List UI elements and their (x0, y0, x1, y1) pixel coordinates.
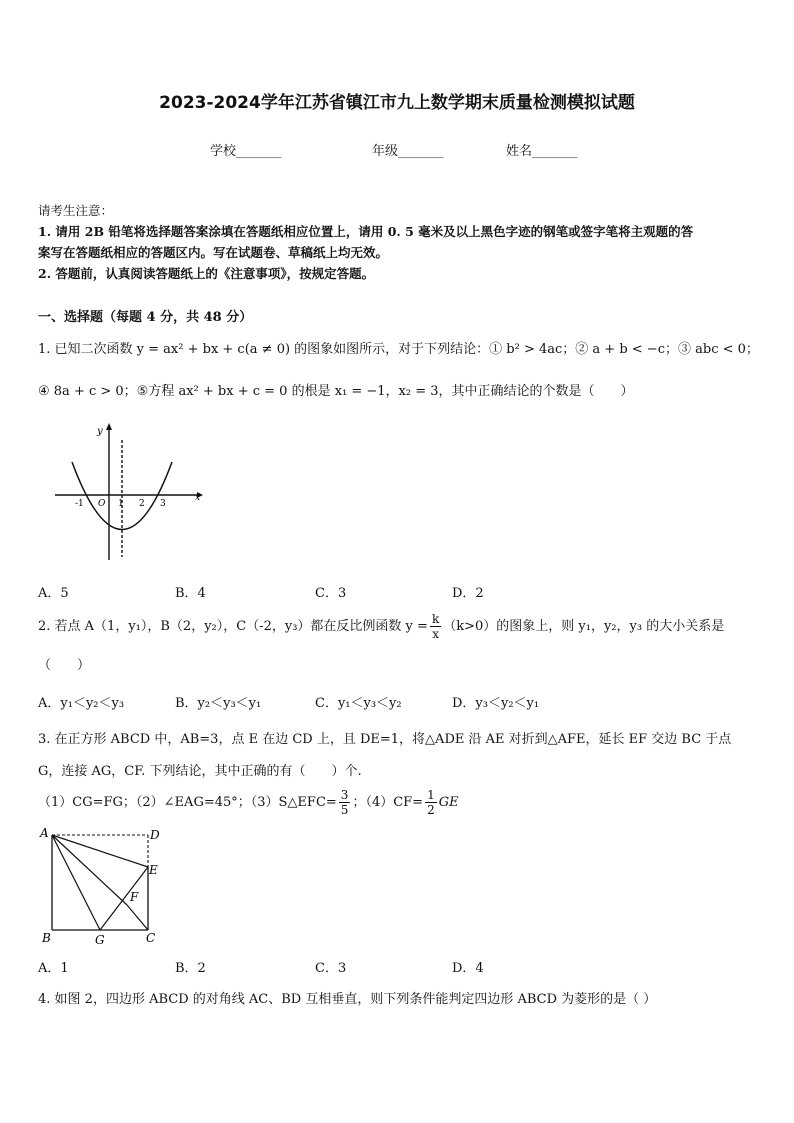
q2-option-b[interactable]: B．y₂＜y₃＜y₁ (175, 696, 262, 711)
page-title: 2023-2024学年江苏省镇江市九上数学期末质量检测模拟试题 (159, 93, 635, 113)
tick-label-1: 1 (118, 499, 124, 509)
tick-label-2: 2 (139, 499, 145, 509)
q2-stem-line1 (38, 612, 724, 641)
school-field[interactable]: 学校_______ (210, 144, 282, 159)
q1-option-d[interactable]: D．2 (452, 586, 484, 601)
q3-frac2-den: 2 (427, 803, 435, 817)
notice-heading: 请考生注意： (38, 203, 114, 218)
y-axis-label: y (97, 426, 103, 437)
x-axis-label: x (195, 493, 201, 503)
q3-stem-line2: G，连接 AG，CF. 下列结论，其中正确的有（ ）个. (38, 764, 362, 779)
tick-label-3: 3 (160, 499, 166, 509)
grade-field[interactable]: 年级_______ (372, 144, 444, 159)
q2-fraction (430, 612, 441, 641)
q2-stem-tail: （k>0）的图象上，则 y₁，y₂，y₃ 的大小关系是 (443, 619, 725, 634)
q3-frac1-num: 3 (340, 788, 349, 802)
point-c-label: C (146, 931, 156, 945)
q3-conclusion-tail: GE (438, 795, 459, 810)
q1-stem-line1: 1. 已知二次函数 y = ax² + bx + c(a ≠ 0) 的图象如图所示，对于下列结论：① b² > 4ac；② a + b < −c；③ abc < 0； (38, 342, 759, 357)
q1-parabola-graph (55, 422, 205, 562)
q3-frac1-den: 5 (340, 803, 349, 817)
point-b-label: B (42, 931, 51, 945)
q2-frac-num: k (431, 612, 440, 626)
q2-stem-line2: （ ） (38, 658, 91, 673)
section-heading: 一、选择题（每题 4 分，共 48 分） (38, 310, 253, 325)
point-e-label: E (149, 863, 158, 877)
tick-label-neg1: -1 (75, 499, 84, 509)
q1-stem-line2: ④ 8a + c > 0；⑤方程 ax² + bx + c = 0 的根是 x₁ = −1，x₂ = 3，其中正确结论的个数是（ ） (38, 384, 634, 399)
q1-option-c[interactable]: C．3 (315, 586, 347, 601)
q3-conclusion-mid: ；（4）CF= (352, 795, 424, 810)
q2-stem-text: 2. 若点 A（1，y₁），B（2，y₂），C（-2，y₃）都在反比例函数 y = (38, 619, 428, 634)
q3-square-figure (38, 825, 168, 950)
q3-fraction-3-5 (339, 788, 351, 817)
q3-frac2-num: 1 (427, 788, 435, 802)
q1-option-b[interactable]: B．4 (175, 586, 206, 601)
q2-option-a[interactable]: A．y₁＜y₂＜y₃ (38, 696, 125, 711)
q1-option-a[interactable]: A．5 (38, 586, 69, 601)
notice-item-1: 1. 请用 2B 铅笔将选择题答案涂填在答题纸相应位置上，请用 0. 5 毫米及以上黑色字迹的钢笔或签字笔将主观题的答 (38, 224, 694, 239)
point-d-label: D (150, 828, 160, 842)
q3-conclusion-text: （1）CG=FG；（2）∠EAG=45°；（3）S△EFC= (38, 795, 337, 810)
point-a-label: A (40, 826, 49, 840)
point-g-label: G (95, 933, 105, 947)
point-f-label: F (130, 890, 139, 904)
q3-option-c[interactable]: C．3 (315, 961, 347, 976)
q3-conclusions (38, 788, 459, 817)
q3-option-d[interactable]: D．4 (452, 961, 484, 976)
q2-option-c[interactable]: C．y₁＜y₃＜y₂ (315, 696, 402, 711)
q2-frac-den: x (432, 627, 439, 641)
notice-item-1-cont: 案写在答题纸相应的答题区内。写在试题卷、草稿纸上均无效。 (38, 245, 389, 260)
candidate-notice (38, 200, 758, 284)
q4-stem-line1: 4. 如图 2，四边形 ABCD 的对角线 AC、BD 互相垂直，则下列条件能判定四边形 ABCD 为菱形的是（ ） (38, 992, 657, 1007)
origin-label: O (98, 499, 106, 509)
q3-stem-line1: 3. 在正方形 ABCD 中，AB=3，点 E 在边 CD 上，且 DE=1，将△ADE 沿 AE 对折到△AFE，延长 EF 交边 BC 于点 (38, 732, 732, 747)
q3-option-a[interactable]: A．1 (38, 961, 69, 976)
name-field[interactable]: 姓名_______ (506, 144, 578, 159)
q3-fraction-1-2 (425, 788, 437, 817)
notice-item-2: 2. 答题前，认真阅读答题纸上的《注意事项》，按规定答题。 (38, 266, 375, 281)
q3-option-b[interactable]: B．2 (175, 961, 206, 976)
q2-option-d[interactable]: D．y₃＜y₂＜y₁ (452, 696, 540, 711)
